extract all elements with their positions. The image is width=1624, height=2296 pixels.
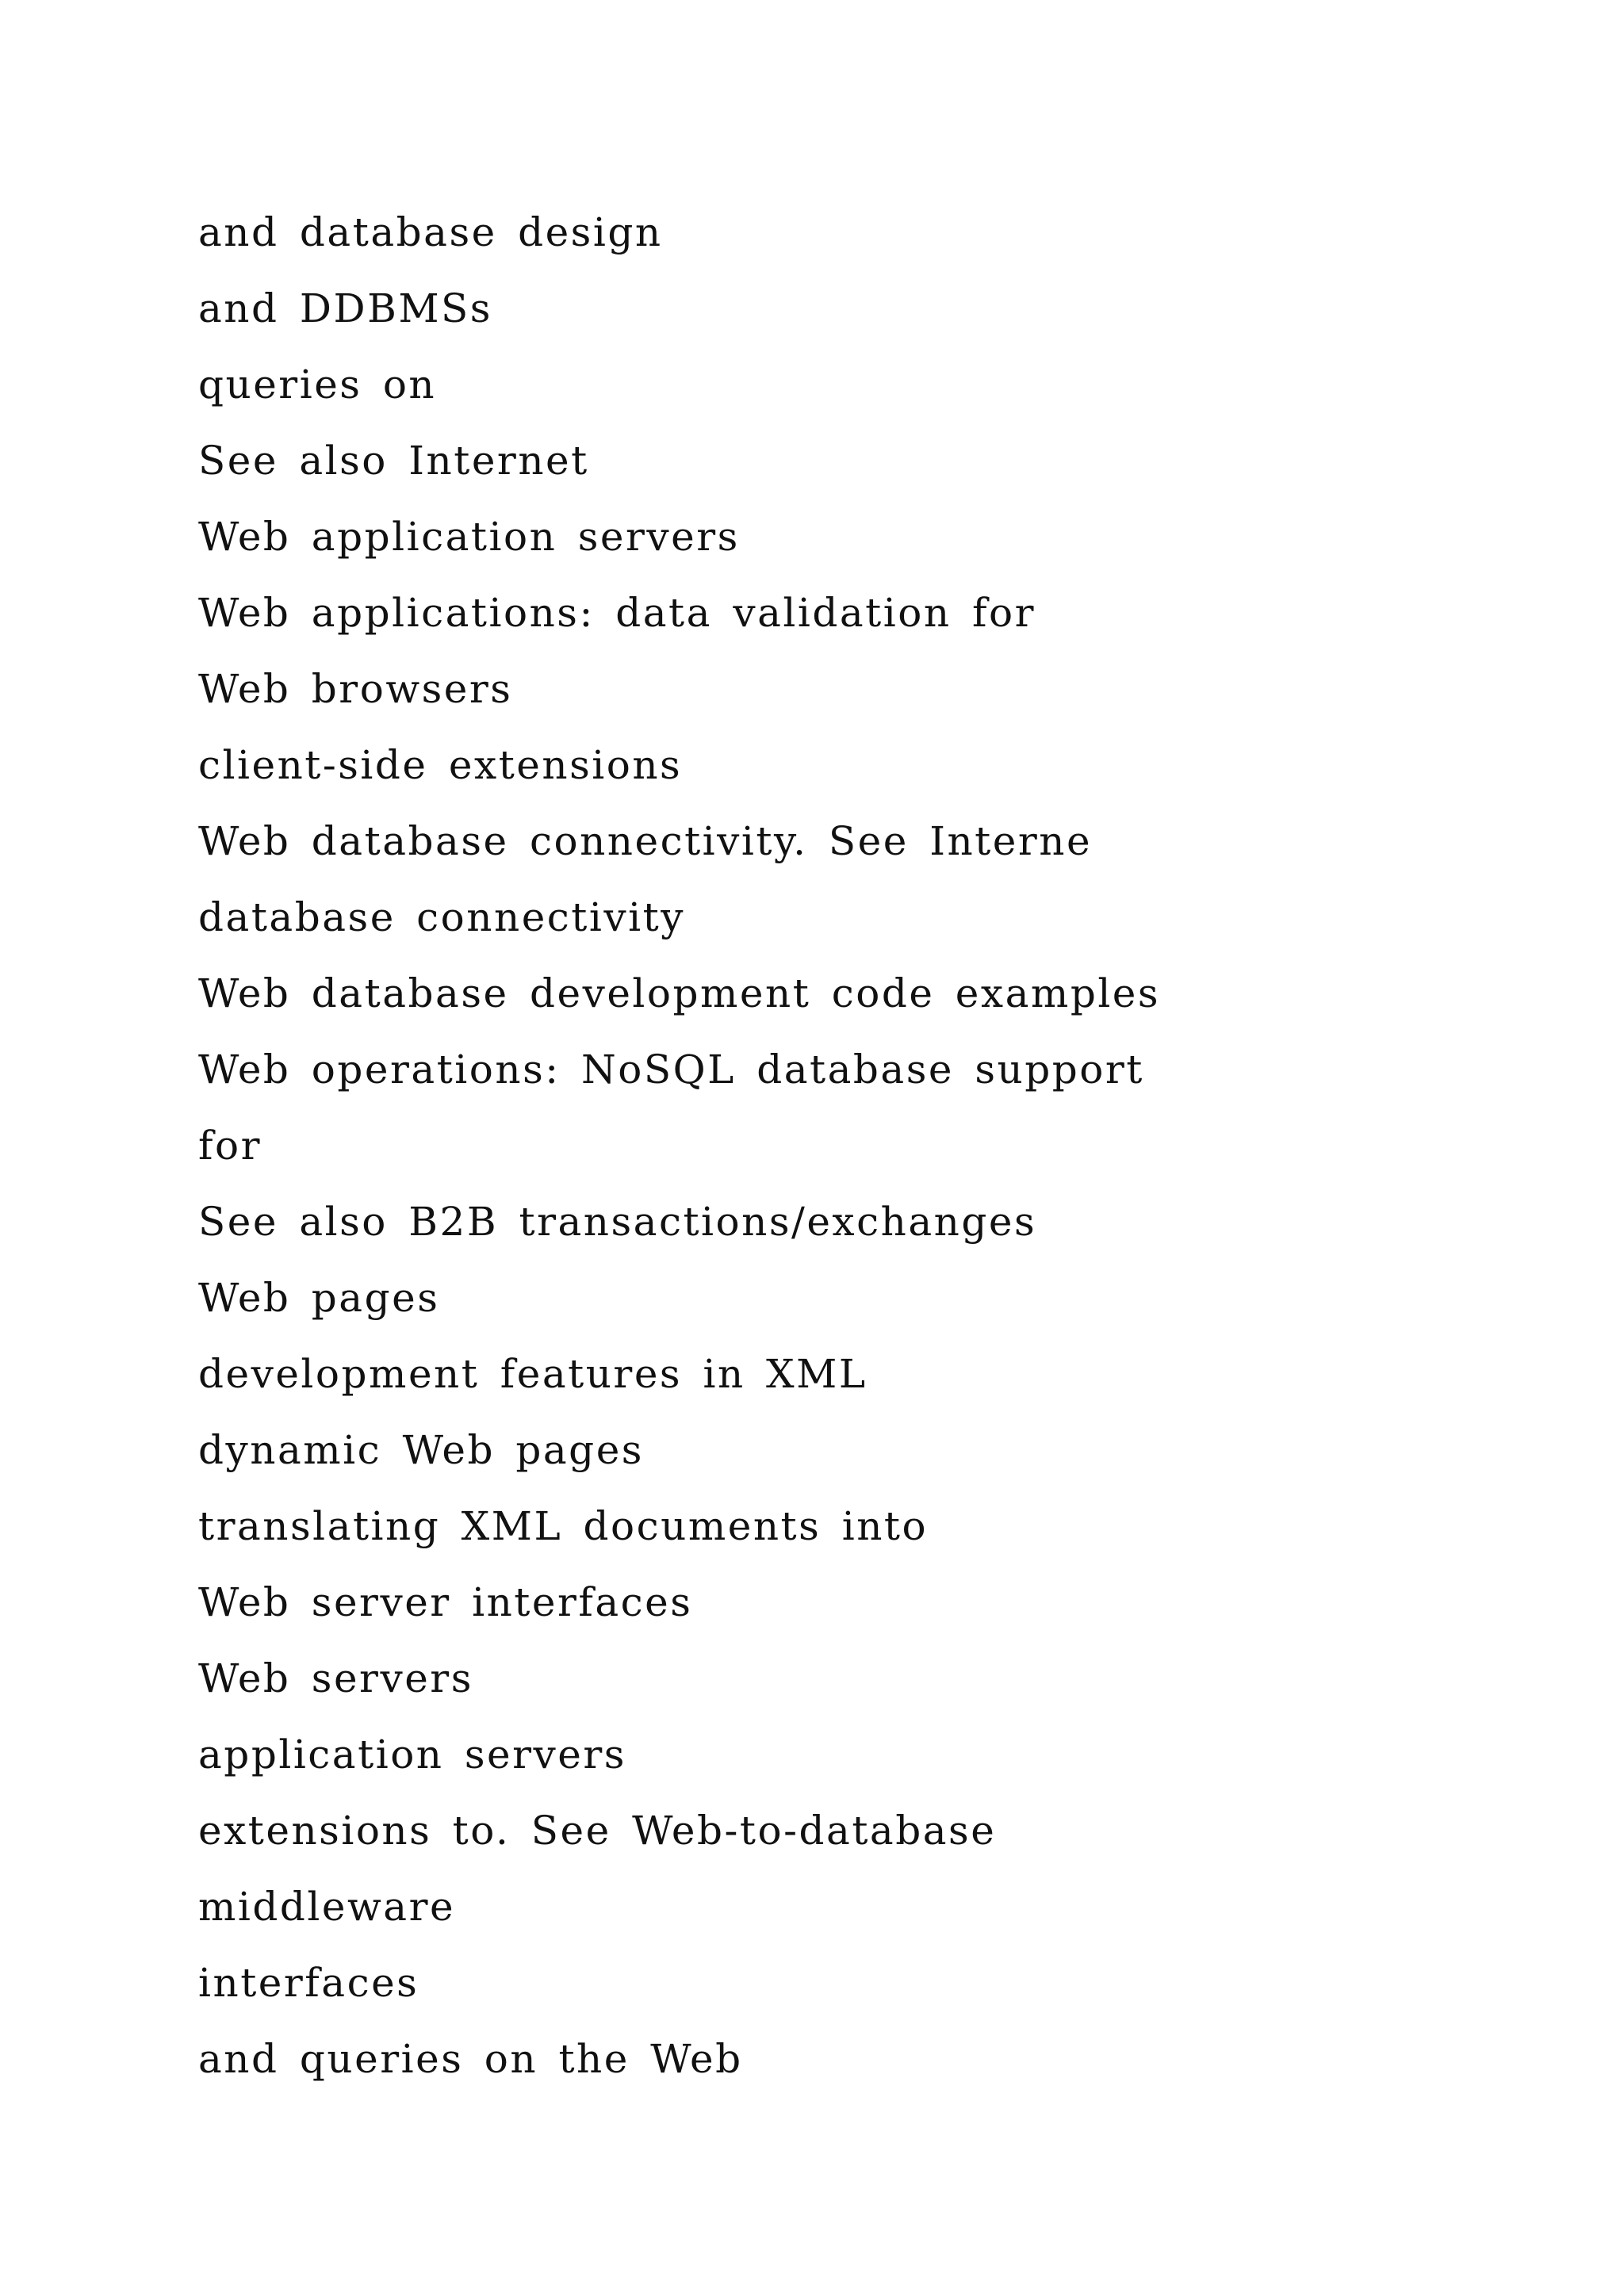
index-line: development features in XML [198, 1351, 868, 1397]
index-line: translating XML documents into [198, 1503, 929, 1549]
index-line: Web pages [198, 1275, 440, 1321]
index-line: Web applications: data validation for [198, 590, 1036, 636]
index-line: Web browsers [198, 666, 513, 712]
index-line: Web database connectivity. See Interne [198, 818, 1093, 864]
index-line: Web operations: NoSQL database support [198, 1047, 1144, 1093]
index-line: See also Internet [198, 438, 589, 484]
index-line: database connectivity [198, 894, 685, 940]
index-entries [198, 194, 1546, 2097]
index-line: middleware [198, 1884, 456, 1930]
index-line: Web application servers [198, 514, 740, 560]
index-line: for [198, 1123, 262, 1169]
index-line: dynamic Web pages [198, 1427, 644, 1473]
index-line: extensions to. See Web-to-database [198, 1808, 997, 1854]
index-line: Web servers [198, 1655, 473, 1701]
index-line: application servers [198, 1732, 626, 1777]
index-line: See also B2B transactions/exchanges [198, 1199, 1037, 1245]
index-line: queries on [198, 362, 437, 408]
index-line: client-side extensions [198, 742, 683, 788]
index-line: and database design [198, 209, 663, 255]
index-line: Web database development code examples [198, 970, 1161, 1016]
index-line: interfaces [198, 1960, 419, 2006]
index-line: and DDBMSs [198, 285, 492, 331]
index-line: and queries on the Web [198, 2036, 743, 2082]
index-line: Web server interfaces [198, 1579, 693, 1625]
